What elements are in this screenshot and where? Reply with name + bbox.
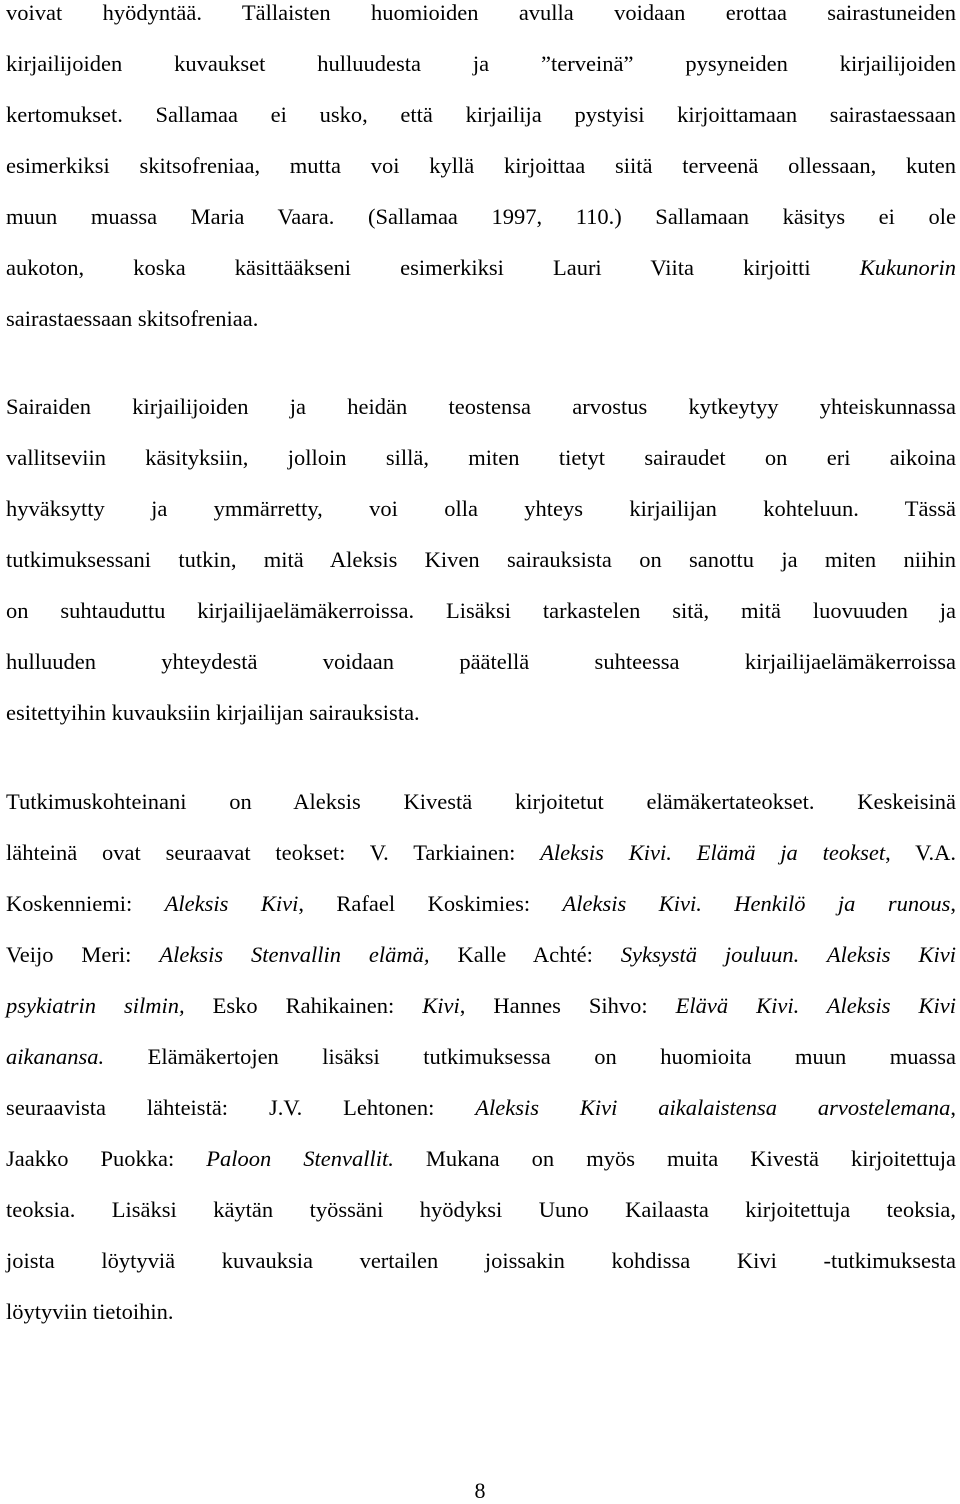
text-line: [6, 636, 956, 687]
text-run: Esko Rahikainen:: [184, 993, 423, 1018]
text-line: [6, 585, 956, 636]
text-line: [6, 1286, 956, 1337]
text-run: , Hannes Sihvo:: [459, 993, 676, 1018]
text-run: esimerkiksi skitsofreniaa, mutta voi kyllä kirjoittaa siitä terveenä ollessaan, kuten: [6, 153, 956, 178]
page-number: 8: [474, 1478, 486, 1503]
text-line: [6, 191, 956, 242]
text-run: tutkimuksessani tutkin, mitä Aleksis Kiven sairauksista on sanottu ja miten niihin: [6, 547, 956, 572]
italic-title: Elävä Kivi. Aleksis Kivi: [675, 993, 956, 1018]
text-run: kirjailijoiden kuvaukset hulluudesta ja ”terveinä” pysyneiden kirjailijoiden: [6, 51, 956, 76]
text-line: [6, 242, 956, 293]
text-line: [6, 878, 956, 929]
text-line: [6, 293, 956, 344]
italic-title: Aleksis Kivi: [164, 891, 299, 916]
text-run: hulluuden yhteydestä voidaan päätellä suhteessa kirjailijaelämäkerroissa: [6, 649, 956, 674]
text-line: [6, 980, 956, 1031]
text-line: [6, 1184, 956, 1235]
text-run: Koskenniemi:: [6, 891, 165, 916]
text-line: [6, 432, 956, 483]
text-line: [6, 1235, 956, 1286]
text-run: Kalle Achté:: [429, 942, 621, 967]
text-line: [6, 776, 956, 827]
text-line: [6, 483, 956, 534]
text-run: Veijo Meri:: [6, 942, 160, 967]
text-run: , Rafael Koskimies:: [298, 891, 563, 916]
italic-title: Aleksis Kivi aikalaistensa arvostelemana: [475, 1095, 951, 1120]
text-line: [6, 140, 956, 191]
text-run: seuraavista lähteistä: J.V. Lehtonen:: [6, 1095, 476, 1120]
italic-title: aikanansa.: [6, 1044, 105, 1069]
text-run: Mukana on myös muita Kivestä kirjoitettuja: [393, 1146, 956, 1171]
text-run: Tutkimuskohteinani on Aleksis Kivestä kirjoitetut elämäkertateokset. Keskeisinä: [6, 789, 956, 814]
text-run: lähteinä ovat seuraavat teokset: V. Tarkiainen:: [6, 840, 541, 865]
text-line: [6, 1031, 956, 1082]
text-run: Elämäkertojen lisäksi tutkimuksessa on huomioita muun muassa: [104, 1044, 956, 1069]
text-line: [6, 1082, 956, 1133]
italic-title: Paloon Stenvallit.: [206, 1146, 394, 1171]
text-run: löytyviin tietoihin.: [6, 1299, 174, 1324]
text-run: hyväksytty ja ymmärretty, voi olla yhteys kirjailijan kohteluun. Tässä: [6, 496, 956, 521]
text-line: [6, 929, 956, 980]
text-line: [6, 89, 956, 140]
text-run: voivat hyödyntää. Tällaisten huomioiden avulla voidaan erottaa sairastuneiden: [6, 0, 956, 25]
italic-title: Aleksis Stenvallin elämä,: [159, 942, 430, 967]
paragraph: [6, 0, 956, 344]
text-line: [6, 381, 956, 432]
italic-title: Aleksis Kivi. Elämä ja teokset: [540, 840, 886, 865]
text-run: on suhtauduttu kirjailijaelämäkerroissa. Lisäksi tarkastelen sitä, mitä luovuuden ja: [6, 598, 956, 623]
text-line: [6, 0, 956, 38]
text-run: kertomukset. Sallamaa ei usko, että kirjailija pystyisi kirjoittamaan sairastaessaan: [6, 102, 956, 127]
text-line: [6, 38, 956, 89]
text-line: [6, 534, 956, 585]
italic-title: Syksystä jouluun. Aleksis Kivi: [620, 942, 956, 967]
italic-title: Kukunorin: [859, 255, 956, 280]
text-line: [6, 1133, 956, 1184]
paragraph: [6, 381, 956, 738]
italic-title: psykiatrin silmin,: [6, 993, 185, 1018]
text-run: aukoton, koska käsittääkseni esimerkiksi Lauri Viita kirjoitti: [6, 255, 860, 280]
text-line: [6, 827, 956, 878]
text-run: ,: [950, 1095, 956, 1120]
text-run: teoksia. Lisäksi käytän työssäni hyödyksi Uuno Kailaasta kirjoitettuja teoksia,: [6, 1197, 956, 1222]
italic-title: Aleksis Kivi. Henkilö ja runous: [562, 891, 951, 916]
text-run: sairastaessaan skitsofreniaa.: [6, 306, 259, 331]
text-line: [6, 687, 956, 738]
text-run: vallitseviin käsityksiin, jolloin sillä, miten tietyt sairaudet on eri aikoina: [6, 445, 956, 470]
text-run: , V.A.: [885, 840, 956, 865]
text-run: ,: [950, 891, 957, 916]
text-run: muun muassa Maria Vaara. (Sallamaa 1997, 110.) Sallamaan käsitys ei ole: [6, 204, 956, 229]
paragraph: [6, 776, 956, 1337]
text-run: esitettyihin kuvauksiin kirjailijan sairauksista.: [6, 700, 420, 725]
text-run: Sairaiden kirjailijoiden ja heidän teostensa arvostus kytkeytyy yhteiskunnassa: [6, 394, 956, 419]
text-run: Jaakko Puokka:: [6, 1146, 207, 1171]
text-run: joista löytyviä kuvauksia vertailen joissakin kohdissa Kivi -tutkimuksesta: [6, 1248, 956, 1273]
italic-title: Kivi: [422, 993, 460, 1018]
